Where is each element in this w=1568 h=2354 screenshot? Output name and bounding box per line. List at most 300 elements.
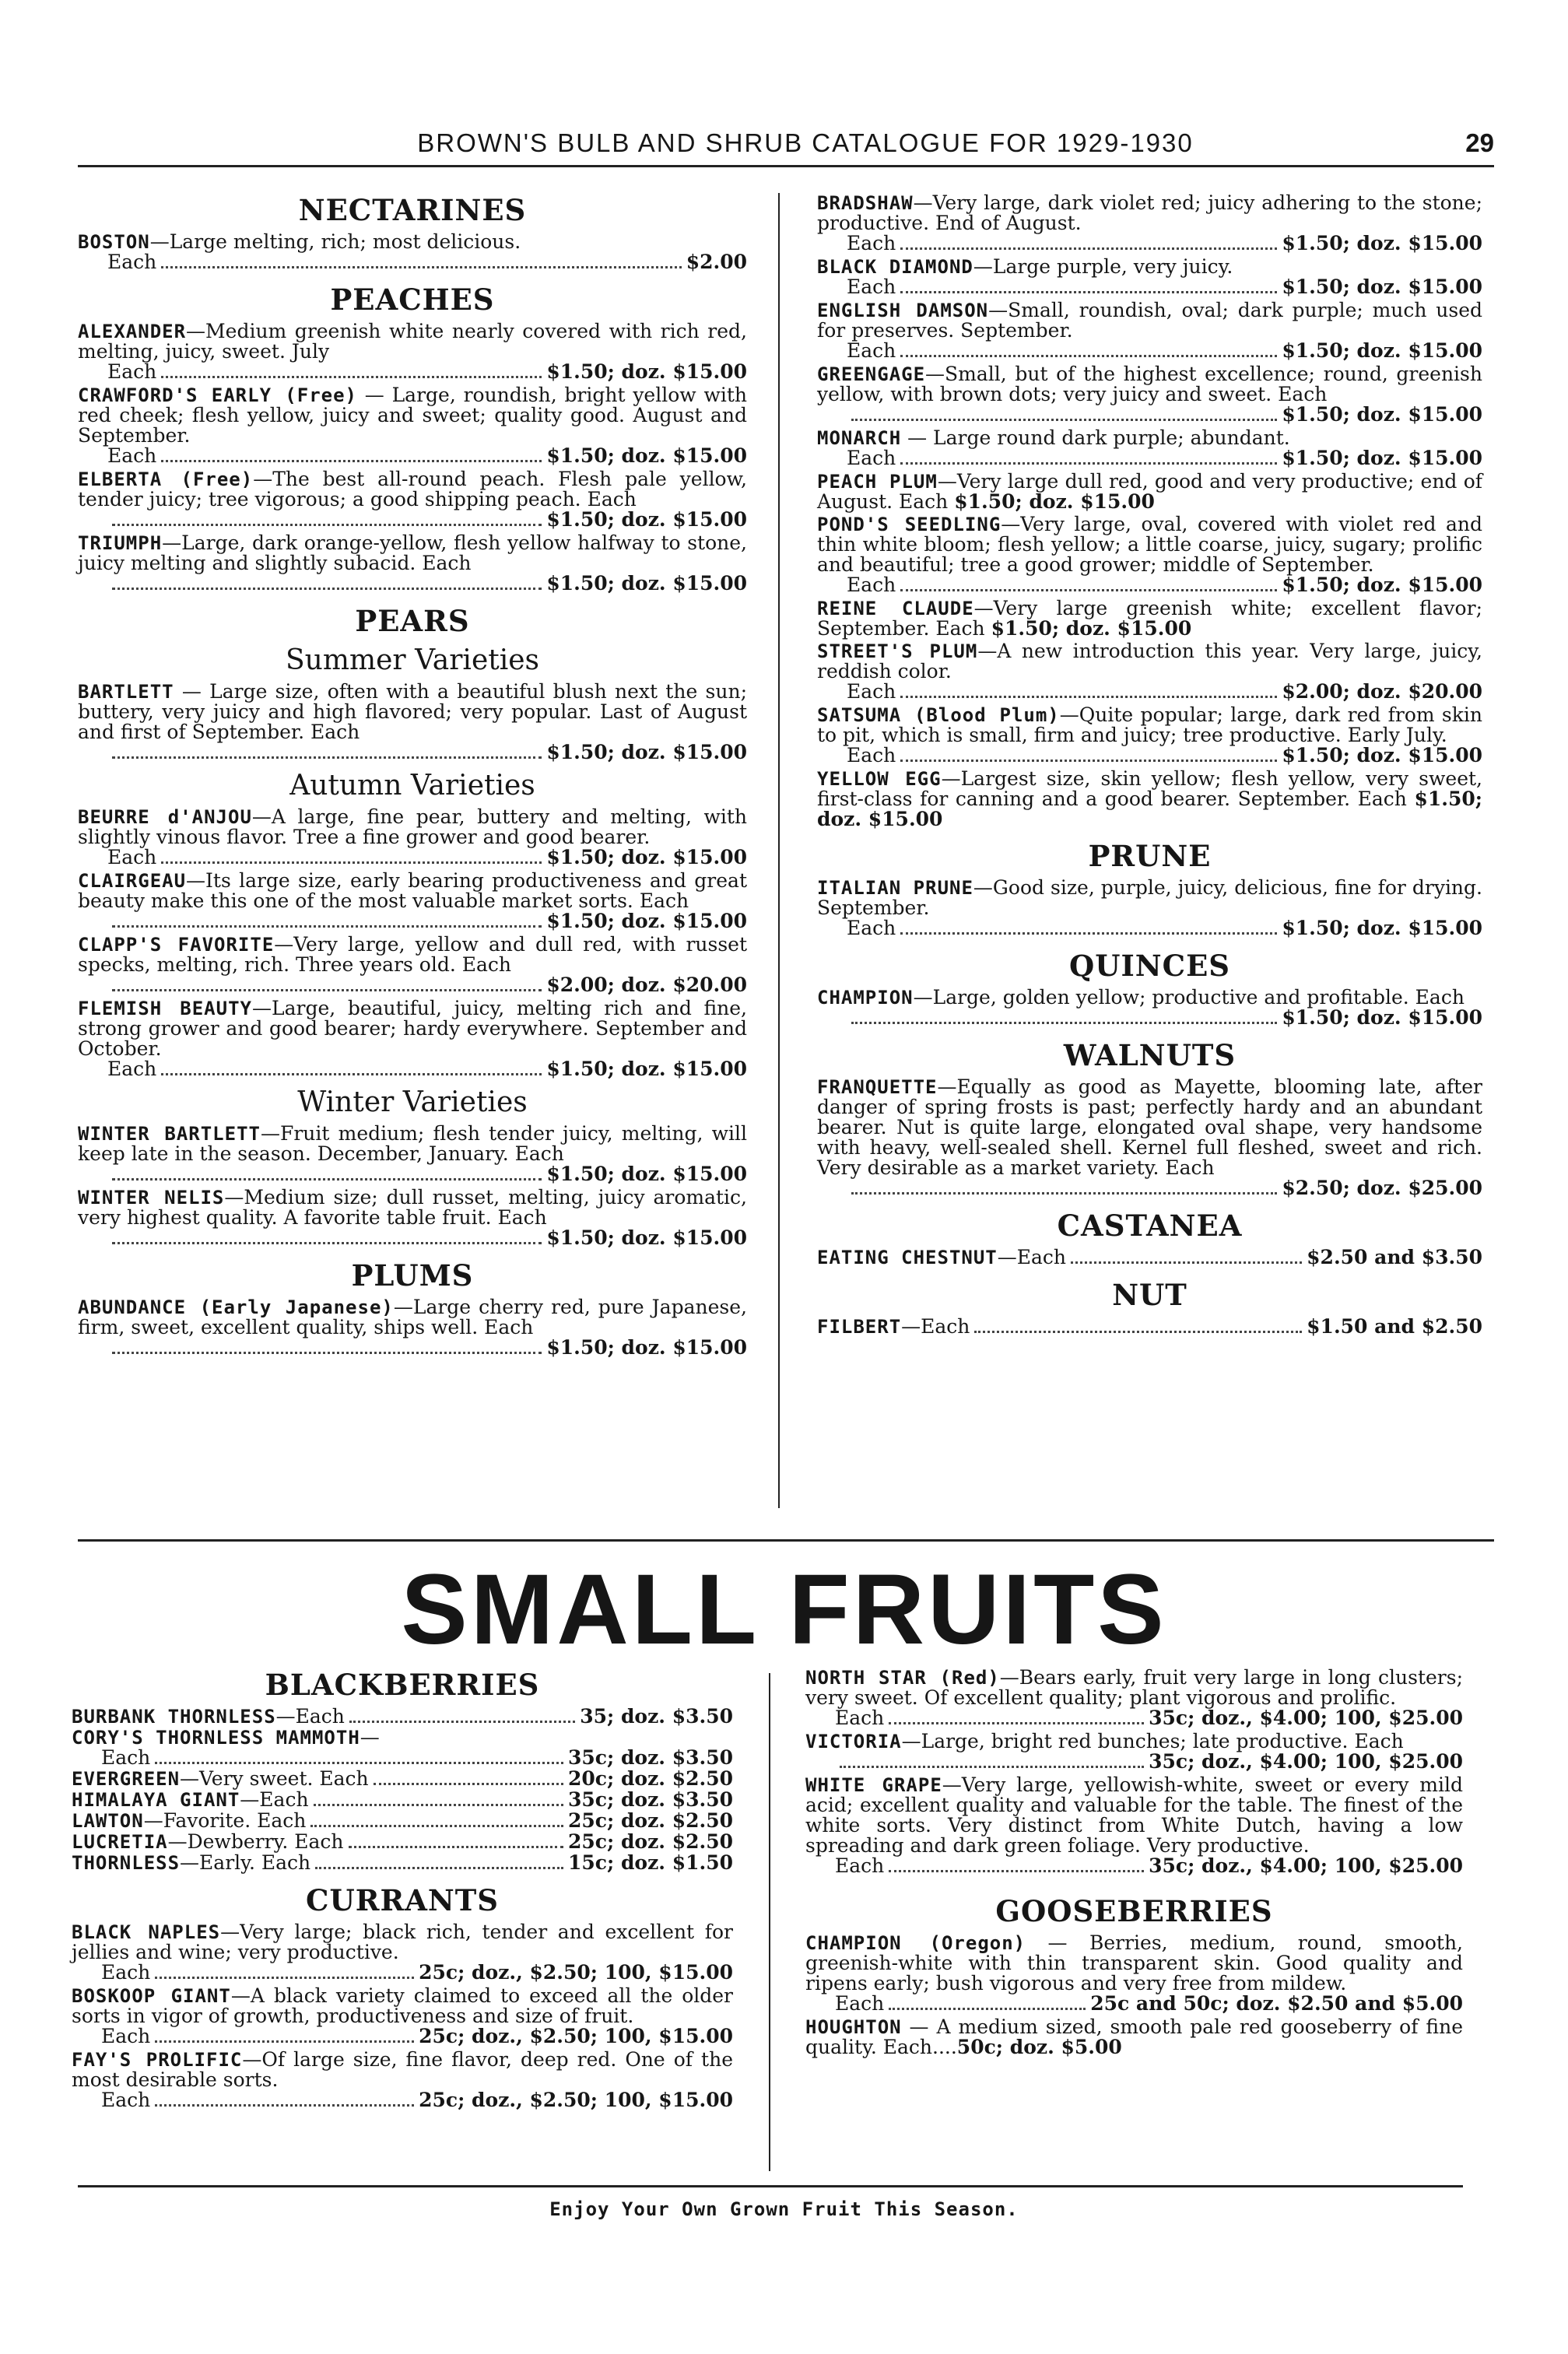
product-row [72, 1790, 733, 1811]
price-line [817, 233, 1482, 254]
leader-dots [112, 989, 542, 991]
product-name: TRIUMPH [78, 532, 163, 554]
leader-dots [851, 1192, 1277, 1195]
product-desc: —Large, bright red bunches; late productive. Each [901, 1730, 1404, 1752]
product-entry [78, 682, 747, 763]
product-entry [78, 533, 747, 595]
leader-dots [900, 760, 1277, 762]
price-value: $1.50; doz. $15.00 [546, 846, 747, 868]
pears-winter-list [78, 1124, 747, 1249]
price-value: $1.50; doz. $15.00 [546, 1163, 747, 1185]
price-value: 15c; doz. $1.50 [568, 1851, 733, 1874]
product-desc: —Its large size, early bearing productiveness and great beauty make this one of the most valuable market sorts. Each [78, 869, 747, 912]
price-value: $1.50; doz. $15.00 [1282, 744, 1482, 767]
plums-left-list [78, 1297, 747, 1359]
product-desc: —Large cherry red, pure Japanese, firm, sweet, excellent quality, ships well. Each [78, 1296, 747, 1338]
autumn-varieties-heading: Autumn Varieties [289, 770, 535, 802]
header-rule [78, 165, 1494, 167]
nut-heading: NUT [1112, 1278, 1187, 1312]
leader-dots [161, 376, 542, 378]
product-name: NORTH STAR (Red) [805, 1667, 1000, 1689]
product-name: BLACK DIAMOND [817, 256, 973, 278]
footer-rule [78, 2185, 1463, 2187]
price-label: Each [101, 2025, 151, 2047]
price-line [817, 745, 1482, 767]
price-value: $1.50; doz. $15.00 [546, 1226, 747, 1249]
price-value: $1.50 and $2.50 [1307, 1315, 1482, 1338]
product-desc: —Very large, dark violet red; juicy adhering to the stone; productive. End of August. [817, 191, 1482, 234]
product-entry [817, 472, 1482, 512]
left-column-lower [72, 1668, 733, 2114]
leader-dots [900, 247, 1277, 250]
product-entry [72, 1728, 733, 1748]
product-entry [78, 1124, 747, 1185]
leader-dots [161, 266, 681, 268]
price-value: $1.50; doz. $15.00 [546, 741, 747, 763]
price-value: $1.50; doz. $15.00 [546, 508, 747, 531]
price-line [817, 1008, 1482, 1029]
product-row [72, 1832, 733, 1853]
product-entry [817, 257, 1482, 298]
price-label: Each [107, 444, 157, 467]
blackberries-list [72, 1707, 733, 1874]
product-name: STREET'S PLUM [817, 640, 978, 662]
product-entry [817, 364, 1482, 426]
product-name: LUCRETIA [72, 1831, 168, 1853]
price-label: Each [101, 1746, 151, 1769]
product-desc: —A large, fine pear, buttery and melting, with slightly vinous flavor. Tree a fine grower and good bearer. [78, 805, 747, 848]
price-line [817, 405, 1482, 426]
castanea-heading: CASTANEA [1057, 1209, 1243, 1243]
leader-dots [161, 861, 542, 864]
product-desc: —Good size, purple, juicy, delicious, fine for drying. September. [817, 876, 1482, 919]
product-desc: — Large round dark purple; abundant. [901, 426, 1290, 449]
product-name: EATING CHESTNUT [817, 1247, 998, 1268]
price-value: 25c; doz. $2.50 [568, 1830, 733, 1853]
price-label: —Each [997, 1246, 1067, 1268]
product-desc: — A medium sized, smooth pale red gooseberry of fine quality. Each.... [805, 2015, 1463, 2058]
price-label: Each [847, 680, 896, 703]
price-value: 35c; doz. $3.50 [568, 1788, 733, 1811]
price-label: Each [835, 1992, 885, 2015]
product-name: BOSTON [78, 231, 150, 253]
product-entry [78, 807, 747, 868]
product-name: BEURRE d'ANJOU [78, 806, 252, 828]
leader-dots [112, 1242, 542, 1244]
pears-autumn-list [78, 807, 747, 1080]
pears-heading: PEARS [355, 604, 470, 638]
product-entry [817, 1077, 1482, 1199]
price-value: $1.50; doz. $15.00 [1282, 447, 1482, 469]
product-name: WINTER BARTLETT [78, 1123, 261, 1145]
price-label: Each [847, 917, 896, 939]
leader-dots [840, 1766, 1144, 1768]
product-name: CLAPP'S FAVORITE [78, 934, 275, 956]
product-desc: —The best all-round peach. Flesh pale yellow, tender juicy; tree vigorous; a good shipping peach. Each [78, 468, 747, 510]
price-label: —Each [901, 1315, 970, 1338]
leader-dots [155, 1762, 563, 1764]
price-value: $1.50; doz. $15.00 [1282, 275, 1482, 298]
product-row [72, 1769, 733, 1790]
product-row [72, 1811, 733, 1832]
leader-dots [310, 1825, 563, 1827]
price-label: —Dewberry. Each [167, 1830, 344, 1853]
product-name: ABUNDANCE (Early Japanese) [78, 1296, 394, 1318]
product-entry [817, 705, 1482, 767]
leader-dots [851, 1022, 1277, 1024]
product-name: MONARCH [817, 427, 902, 449]
page-number: 29 [1465, 128, 1494, 157]
price-label: —Very sweet. Each [180, 1767, 369, 1790]
prune-list [817, 878, 1482, 939]
price-line [817, 341, 1482, 362]
product-entry [78, 1188, 747, 1249]
small-fruits-title: SMALL FRUITS [401, 1554, 1167, 1665]
right-column-lower [805, 1668, 1463, 2060]
leader-dots [155, 2104, 414, 2107]
leader-dots [1071, 1261, 1302, 1264]
product-name: BARTLETT [78, 681, 174, 703]
price-line [78, 1164, 747, 1185]
peaches-heading: PEACHES [330, 282, 495, 317]
leader-dots [112, 756, 542, 759]
product-desc: — Large, roundish, bright yellow with red cheek; flesh yellow, juicy and sweet; quality good. August and September. [78, 384, 747, 447]
product-entry [78, 871, 747, 932]
price-value: $1.50; doz. $15.00 [546, 444, 747, 467]
product-row [72, 1707, 733, 1728]
nectarines-heading: NECTARINES [298, 193, 527, 227]
product-entry [805, 1933, 1463, 2015]
product-name: FILBERT [817, 1316, 902, 1338]
product-name: SATSUMA (Blood Plum) [817, 704, 1060, 726]
price-label: —Early. Each [180, 1851, 311, 1874]
price-line [78, 911, 747, 932]
leader-dots [349, 1846, 564, 1848]
price-line [78, 847, 747, 868]
product-desc: —Very large dull red, good and very productive; end of August. Each [817, 470, 1482, 513]
price-label: —Each [240, 1788, 309, 1811]
gooseberries-list [805, 1933, 1463, 2058]
price-line [78, 574, 747, 595]
leader-dots [900, 589, 1277, 591]
product-desc: —A black variety claimed to exceed all the older sorts in vigor of growth, productiveness and size of fruit. [72, 1984, 734, 2027]
price-value: $1.50; doz. $15.00 [1282, 232, 1482, 254]
price-line [817, 1178, 1482, 1199]
leader-dots [314, 1804, 563, 1806]
product-name: CHAMPION [817, 987, 914, 1009]
price-line [805, 1856, 1463, 1877]
price-line [805, 1752, 1463, 1773]
price-value: $1.50; doz. $15.00 [546, 910, 747, 932]
product-desc: —Very large, oval, covered with violet red and thin white bloom; flesh yellow; a little coarse, juicy, sugary; prolific and beautiful; tree a good grower; middle of September. [817, 513, 1482, 576]
product-entry [805, 1775, 1463, 1877]
blackberries-heading: BLACKBERRIES [265, 1668, 540, 1702]
product-name: BRADSHAW [817, 192, 914, 214]
product-entry [817, 193, 1482, 254]
quinces-list [817, 988, 1482, 1029]
product-entry [78, 232, 747, 273]
price-label: Each [847, 339, 896, 362]
price-line [817, 682, 1482, 703]
price-value: $1.50; doz. $15.00 [1282, 917, 1482, 939]
product-desc: —Very large; black rich, tender and excellent for jellies and wine; very productive. [72, 1921, 734, 1963]
leader-dots [161, 1073, 542, 1075]
product-name: LAWTON [72, 1810, 144, 1832]
price-value: 35; doz. $3.50 [580, 1705, 733, 1728]
product-name: ALEXANDER [78, 321, 187, 342]
price-value: 25c; doz., $2.50; 100, $15.00 [419, 2089, 733, 2111]
gooseberries-heading: GOOSEBERRIES [995, 1894, 1273, 1928]
product-entry [78, 321, 747, 383]
summer-varieties-heading: Summer Varieties [285, 644, 540, 676]
leader-dots [889, 1870, 1144, 1872]
price-label: Each [107, 251, 157, 273]
price-line [817, 277, 1482, 298]
product-entry [817, 878, 1482, 939]
winter-varieties-heading: Winter Varieties [297, 1086, 528, 1118]
price-label: —Each [275, 1705, 345, 1728]
leader-dots [112, 1352, 542, 1354]
price-label: Each [107, 1058, 157, 1080]
product-name: ELBERTA (Free) [78, 468, 254, 490]
product-name: ENGLISH DAMSON [817, 300, 989, 321]
section-rule [78, 1539, 1494, 1542]
product-name: CHAMPION (Oregon) [805, 1932, 1026, 1954]
price-line [72, 2090, 733, 2111]
price-value: $1.50; doz. $15.00 [1282, 1006, 1482, 1029]
grapes-list [805, 1668, 1463, 1877]
product-name: FAY'S PROLIFIC [72, 2049, 243, 2071]
price-value: $2.50; doz. $25.00 [1282, 1177, 1482, 1199]
product-entry [72, 2050, 733, 2111]
product-entry [78, 385, 747, 467]
price-line [72, 2026, 733, 2047]
product-desc: —Large, golden yellow; productive and profitable. Each [913, 986, 1465, 1009]
product-desc: —A new introduction this year. Very large, juicy, reddish color. [817, 640, 1482, 682]
price-value: 25c; doz., $2.50; 100, $15.00 [419, 1961, 733, 1984]
price-value: $1.50; doz. $15.00 [1282, 339, 1482, 362]
product-desc: — Large size, often with a beautiful blush next the sun; buttery, very juicy and high flavored; very popular. Last of August and first of September. Each [78, 680, 747, 743]
right-column-upper [817, 193, 1482, 1338]
leader-dots [315, 1867, 563, 1869]
product-desc: —Large, beautiful, juicy, melting rich and fine, strong grower and good bearer; hardy everywhere. September and October. [78, 997, 747, 1060]
product-desc: —Bears early, fruit very large in long clusters; very sweet. Of excellent quality; plant vigorous and prolific. [805, 1666, 1463, 1709]
price-value: $1.50; doz. $15.00 [1282, 403, 1482, 426]
price-line [78, 975, 747, 996]
price-line [78, 362, 747, 383]
product-entry [805, 1668, 1463, 1729]
chestnut-row [817, 1247, 1482, 1268]
product-entry [817, 300, 1482, 362]
price-value: 25c; doz., $2.50; 100, $15.00 [419, 2025, 733, 2047]
leader-dots [112, 524, 542, 526]
product-entry [817, 769, 1482, 830]
leader-dots [900, 462, 1277, 465]
price-label: Each [847, 275, 896, 298]
price-value: $2.50 and $3.50 [1307, 1246, 1482, 1268]
product-desc: —Medium size; dull russet, melting, juicy aromatic, very highest quality. A favorite table fruit. Each [78, 1186, 748, 1229]
leader-dots [889, 2008, 1086, 2010]
product-entry [817, 514, 1482, 596]
product-entry [805, 2017, 1463, 2058]
leader-dots [900, 355, 1277, 357]
price-line [78, 1338, 747, 1359]
product-name: HIMALAYA GIANT [72, 1789, 240, 1811]
price-line [817, 575, 1482, 596]
product-entry [72, 1922, 733, 1984]
product-desc: —Small, roundish, oval; dark purple; much used for preserves. September. [817, 299, 1482, 342]
price-label: — [360, 1726, 380, 1749]
price-value: $2.00; doz. $20.00 [1282, 680, 1482, 703]
price-label: Each [847, 574, 896, 596]
product-desc: —Large purple, very juicy. [973, 255, 1233, 278]
price-label: Each [835, 1707, 885, 1729]
product-name: BLACK NAPLES [72, 1921, 221, 1943]
price-line [78, 252, 747, 273]
product-name: REINE CLAUDE [817, 598, 974, 619]
pears-summer-list [78, 682, 747, 763]
price-value: $2.00; doz. $20.00 [546, 974, 747, 996]
price-value: $1.50; doz. $15.00 [546, 1058, 747, 1080]
product-name: WINTER NELIS [78, 1187, 225, 1209]
column-divider-upper [778, 193, 780, 1508]
leader-dots [155, 1977, 414, 1979]
product-entry [817, 641, 1482, 703]
price-label: Each [101, 2089, 151, 2111]
product-name: CORY'S THORNLESS MAMMOTH [72, 1727, 360, 1749]
price-value: 35c; doz. $3.50 [568, 1746, 733, 1769]
leader-dots [155, 2040, 414, 2043]
price-label: Each [101, 1961, 151, 1984]
price-value: 50c; doz. $5.00 [956, 2036, 1122, 2058]
leader-dots [900, 291, 1277, 293]
leader-dots [900, 696, 1277, 698]
product-name: WHITE GRAPE [805, 1774, 942, 1796]
product-desc: —Equally as good as Mayette, blooming late, after danger of spring frosts is past; perfectly hardy and an abundant bearer. Nut is quite large, elongated oval shape, very handsome with heavy, well-sealed shell. Kernel full fleshed, sweet and rich. Very desirable as a market variety. Each [817, 1075, 1482, 1179]
product-name: CLAIRGEAU [78, 870, 187, 892]
product-name: FLEMISH BEAUTY [78, 998, 252, 1019]
price-line [817, 448, 1482, 469]
product-desc: —Small, but of the highest excellence; round, greenish yellow, with brown dots; very juicy and sweet. Each [817, 363, 1482, 405]
price-label: Each [847, 232, 896, 254]
product-desc: —Quite popular; large, dark red from skin to pit, which is small, firm and juicy; tree productive. Early July. [817, 703, 1483, 746]
price-value: 35c; doz., $4.00; 100, $25.00 [1149, 1854, 1463, 1877]
product-desc: —Very large, yellowish-white, sweet or every mild acid; excellent quality and valuable for the table. The finest of the white sorts. Very distinct from White Dutch, having a low spreading and dark green foliage. Very productive. [805, 1773, 1463, 1857]
price-label: —Favorite. Each [143, 1809, 307, 1832]
price-value: $1.50; doz. $15.00 [546, 1336, 747, 1359]
product-name: HOUGHTON [805, 2016, 902, 2038]
product-name: CRAWFORD'S EARLY (Free) [78, 384, 358, 406]
price-value: 20c; doz. $2.50 [568, 1767, 733, 1790]
product-name: BURBANK THORNLESS [72, 1706, 276, 1728]
price-value: $2.00 [686, 251, 747, 273]
price-value: $1.50; doz. $15.00 [817, 788, 1482, 830]
prune-heading: PRUNE [1088, 839, 1212, 873]
price-line [805, 1708, 1463, 1729]
leader-dots [851, 419, 1277, 421]
product-name: GREENGAGE [817, 363, 926, 385]
plums-right-list [817, 193, 1482, 830]
catalogue-title: BROWN'S BULB AND SHRUB CATALOGUE FOR 1929-1930 [417, 128, 1194, 157]
product-name: FRANQUETTE [817, 1076, 938, 1098]
leader-dots [112, 1178, 542, 1181]
footer-slogan: Enjoy Your Own Grown Fruit This Season. [549, 2198, 1019, 2220]
product-desc: —Large, dark orange-yellow, flesh yellow halfway to stone, juicy melting and slightly subacid. Each [78, 531, 747, 574]
price-value: $1.50; doz. $15.00 [546, 360, 747, 383]
price-line [78, 742, 747, 763]
filbert-row [817, 1317, 1482, 1338]
price-value: 25c; doz. $2.50 [568, 1809, 733, 1832]
product-desc: — Berries, medium, round, smooth, greenish-white with thin transparent skin. Good quality and ripens early; bush vigorous and very free from mildew. [805, 1931, 1464, 1994]
product-desc: —Medium greenish white nearly covered with rich red, melting, juicy, sweet. July [78, 320, 747, 363]
product-desc: —Very large greenish white; excellent flavor; September. Each [817, 597, 1482, 640]
product-name: EVERGREEN [72, 1768, 181, 1790]
leader-dots [974, 1331, 1302, 1333]
price-line [817, 918, 1482, 939]
price-line [72, 1963, 733, 1984]
price-label: Each [107, 846, 157, 868]
price-label: Each [847, 744, 896, 767]
price-label: Each [835, 1854, 885, 1877]
column-divider-lower [769, 1673, 770, 2171]
product-name: POND'S SEEDLING [817, 514, 1001, 535]
product-entry [72, 1986, 733, 2047]
price-label: Each [847, 447, 896, 469]
price-line [78, 510, 747, 531]
price-line [78, 1059, 747, 1080]
product-entry [817, 598, 1482, 639]
price-line [78, 1228, 747, 1249]
price-label: Each [107, 360, 157, 383]
quinces-heading: QUINCES [1069, 949, 1230, 983]
price-line [78, 446, 747, 467]
product-name: YELLOW EGG [817, 768, 942, 790]
leader-dots [349, 1721, 575, 1723]
walnuts-heading: WALNUTS [1063, 1038, 1237, 1072]
plums-heading: PLUMS [351, 1258, 474, 1293]
price-value: $1.50; doz. $15.00 [546, 572, 747, 595]
price-value: 25c and 50c; doz. $2.50 and $5.00 [1090, 1992, 1463, 2015]
leader-dots [112, 588, 542, 590]
product-entry [78, 998, 747, 1080]
product-entry [817, 428, 1482, 469]
currants-heading: CURRANTS [306, 1883, 499, 1917]
product-name: ITALIAN PRUNE [817, 877, 973, 899]
leader-dots [161, 460, 542, 462]
product-desc: —Fruit medium; flesh tender juicy, melting, will keep late in the season. December, January. Each [78, 1122, 747, 1165]
product-entry [78, 935, 747, 996]
price-line [805, 1994, 1463, 2015]
price-value: $1.50; doz. $15.00 [991, 617, 1192, 640]
product-entry [805, 1731, 1463, 1773]
price-line [72, 1748, 733, 1769]
product-desc: —Largest size, skin yellow; flesh yellow, very sweet, first-class for canning and a good bearer. September. Each [817, 767, 1482, 810]
leader-dots [112, 925, 542, 928]
leader-dots [900, 932, 1277, 935]
product-desc: —Very large, yellow and dull red, with russet specks, melting, rich. Three years old. Each [78, 933, 748, 976]
product-name: BOSKOOP GIANT [72, 1985, 231, 2007]
page-header [78, 128, 1494, 167]
leader-dots [374, 1783, 563, 1785]
product-entry [817, 988, 1482, 1029]
price-value: $1.50; doz. $15.00 [1282, 574, 1482, 596]
product-entry [78, 1297, 747, 1359]
product-desc: —Of large size, fine flavor, deep red. One of the most desirable sorts. [72, 2048, 733, 2091]
product-name: VICTORIA [805, 1731, 902, 1752]
peaches-list [78, 321, 747, 595]
price-value: 35c; doz., $4.00; 100, $25.00 [1149, 1750, 1463, 1773]
walnuts-list [817, 1077, 1482, 1199]
